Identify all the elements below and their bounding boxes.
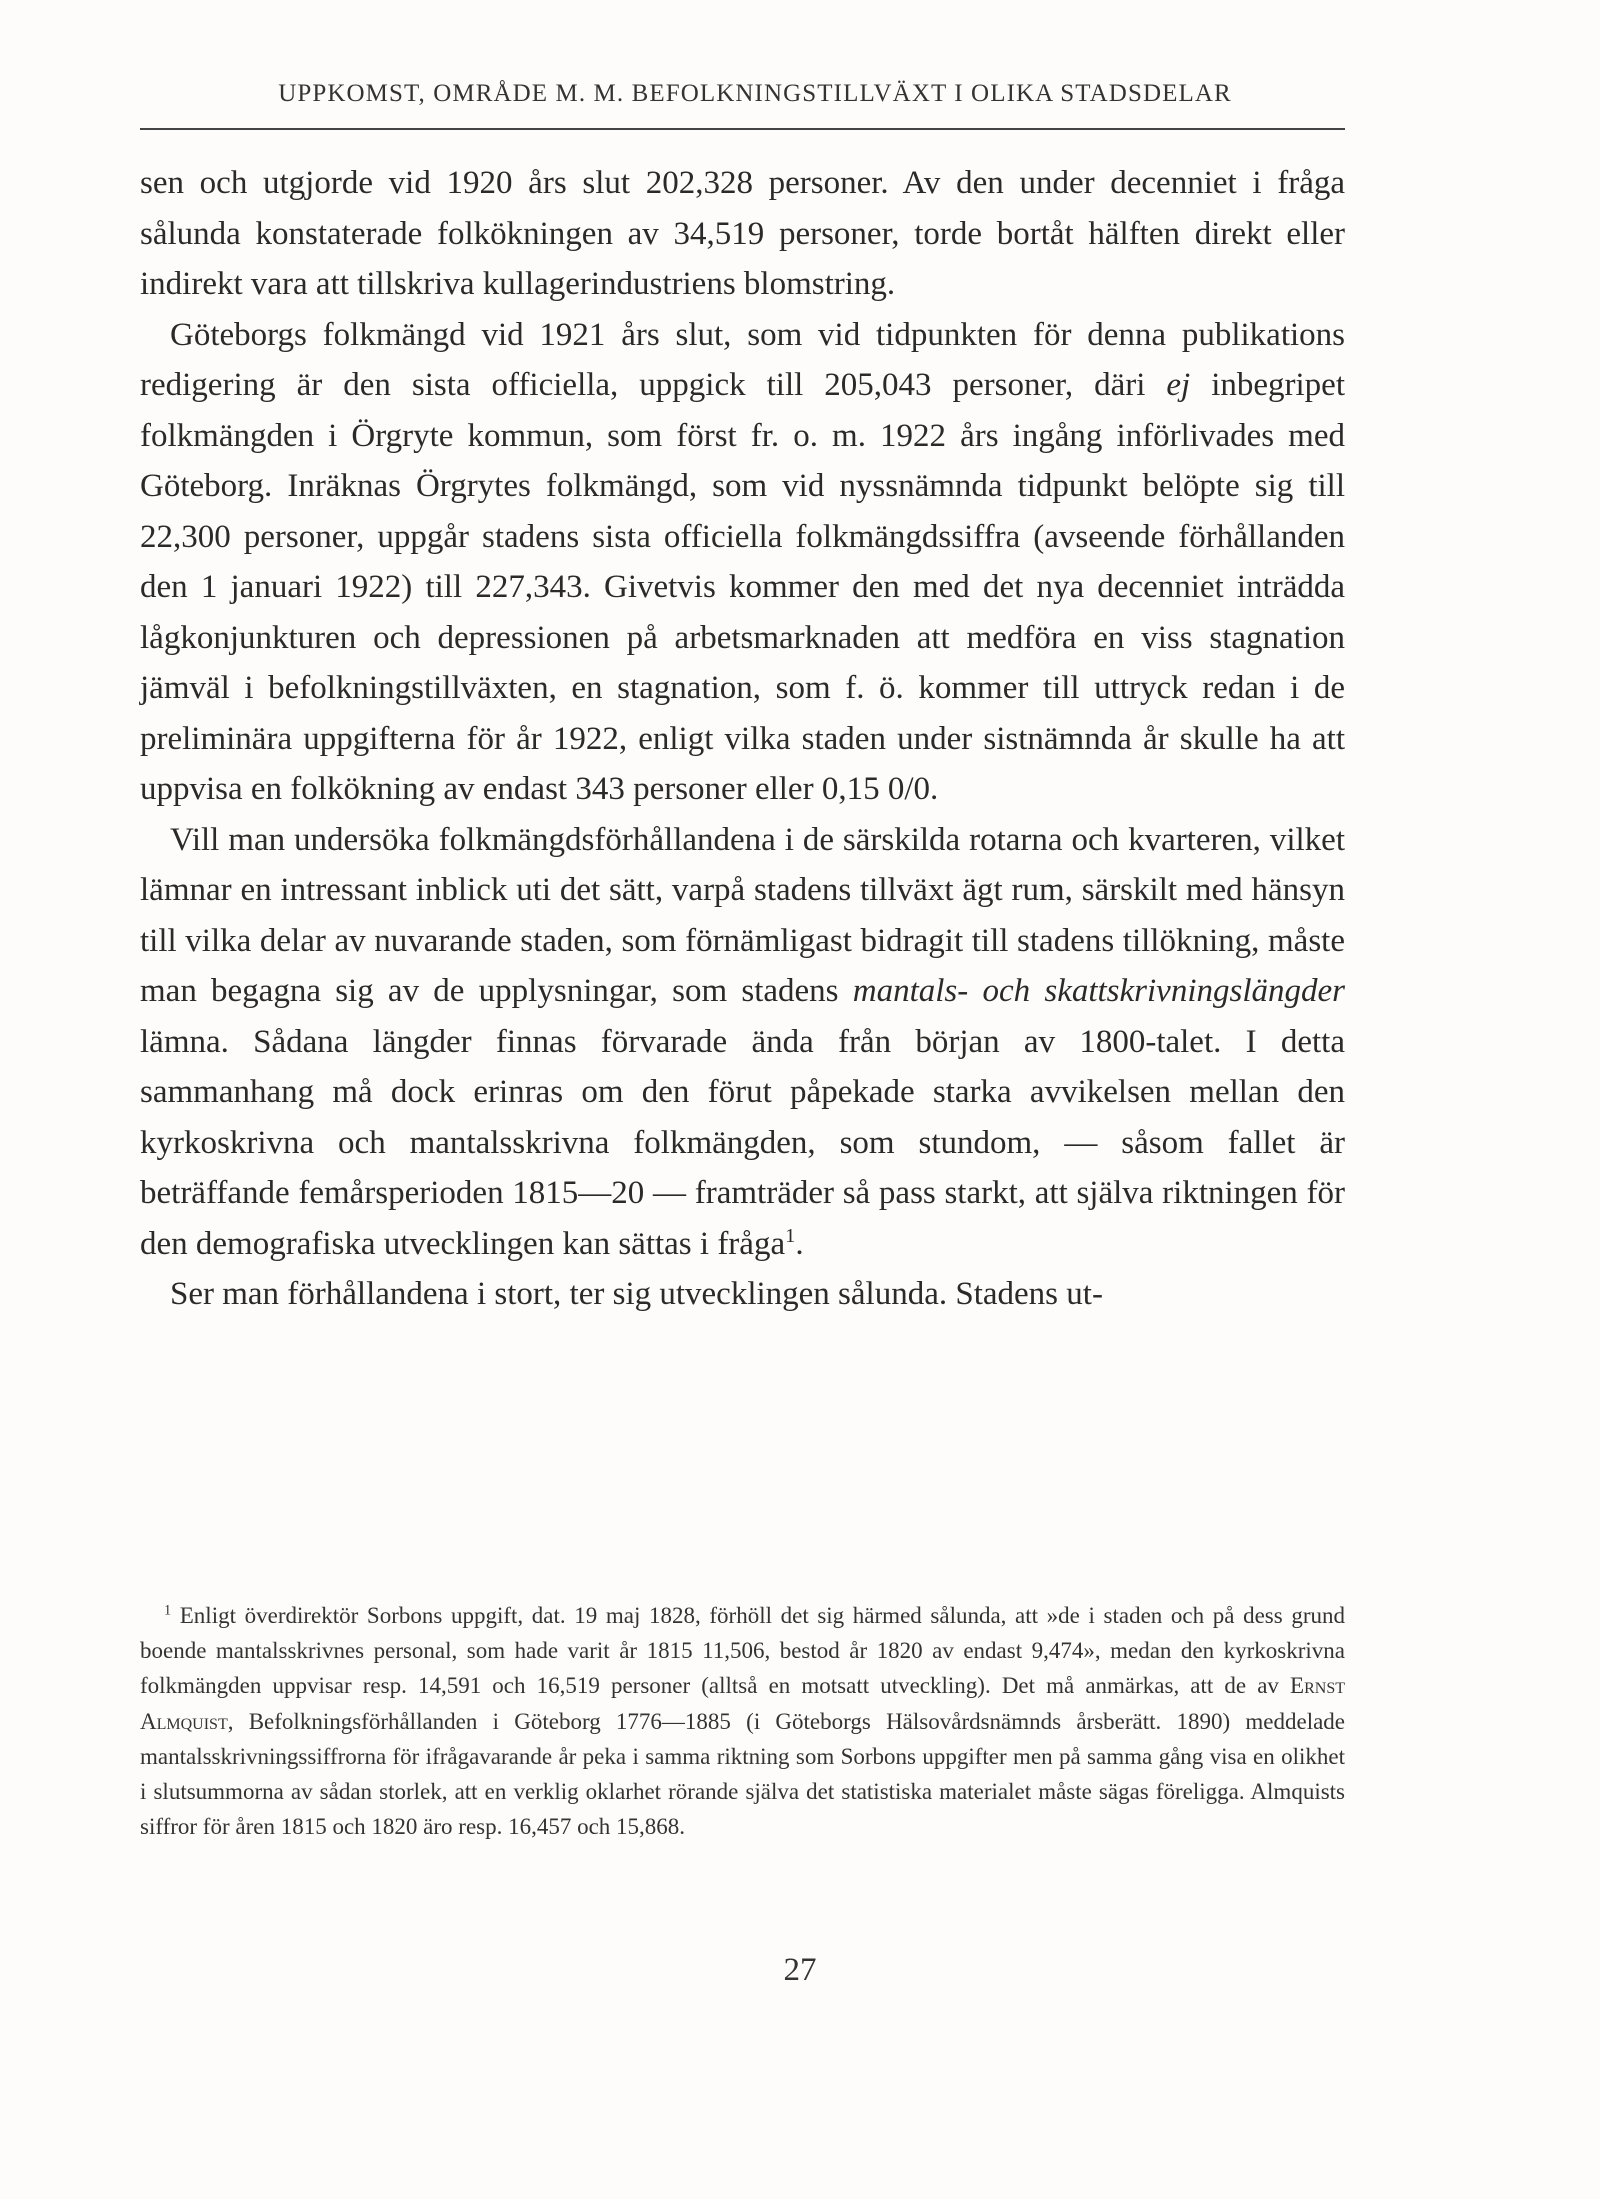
- footnote-1: [140, 1598, 1345, 1844]
- per-mille-sign: 0/0: [887, 771, 930, 807]
- paragraph-3-text-a: Vill man undersöka folkmängdsförhållandena i de särskilda rotarna och kvarteren, vilket lämnar en intressant inblick uti det sätt, varpå stadens tillväxt ägt rum, särskilt med hänsyn till vilka delar av nuvarande staden, som förnämligast bidragit till stadens tillökning, måste man begagna sig av de upplysningar, som stadens: [140, 821, 1345, 1009]
- paragraph-3-end: .: [795, 1225, 804, 1262]
- footnote-text-b: , Befolkningsförhållanden i Göteborg 1776—1885 (i Göteborgs Hälsovårdsnämnds årsberätt. 1890) meddelade mantalsskrivningssiffrorna för ifrågavarande år peka i samma riktning som Sorbons uppgifter men på samma gång visa en olikhet i slutsummorna av sådan storlek, att en verklig oklarhet rörande själva det statistiska materialet måste sägas föreligga. Almquists siffror för åren 1815 och 1820 äro resp. 16,457 och 15,868.: [140, 1708, 1345, 1840]
- body-text: [140, 158, 1345, 1320]
- page-number: 27: [783, 1952, 817, 1988]
- paragraph-1: sen och utgjorde vid 1920 års slut 202,328 personer. Av den under decenniet i fråga sålunda konstaterade folkökningen av 34,519 personer, torde bortåt hälften direkt eller indirekt vara att tillskriva kullagerindustriens blomstring.: [140, 165, 1345, 302]
- header-rule: [140, 128, 1345, 130]
- paragraph-2-text-b: inbegripet folkmängden i Örgryte kommun, som först fr. o. m. 1922 års ingång införlivades med Göteborg. Inräknas Örgrytes folkmängd, som vid nyssnämnda tidpunkt belöpte sig till 22,300 personer, uppgår stadens sista officiella folkmängdssiffra (avseende förhållanden den 1 januari 1922) till 227,343. Givetvis kommer den med det nya decenniet inträdda lågkonjunkturen och depressionen på arbetsmarknaden att medföra en viss stagnation jämväl i befolkningstillväxten, en stagnation, som f. ö. kommer till uttryck redan i de preliminära uppgifterna för år 1922, enligt vilka staden under sistnämnda år skulle ha att uppvisa en folkökning av endast 343 personer eller 0,15: [140, 367, 1345, 807]
- paragraph-3: [140, 815, 1345, 1270]
- footnotes: [140, 1598, 1345, 1844]
- paragraph-3-emphasis: mantals- och skattskrivningslängder: [852, 973, 1346, 1009]
- paragraph-2-text-a: Göteborgs folkmängd vid 1921 års slut, som vid tidpunkten för denna publikations redigering är den sista officiella, uppgick till 205,043 personer, däri: [140, 316, 1345, 403]
- footnote-reference: 1: [785, 1224, 796, 1247]
- paragraph-2: [140, 310, 1345, 815]
- paragraph-2-end: .: [930, 771, 939, 807]
- paragraph-3-text-b: lämna. Sådana längder finnas förvarade ända från början av 1800-talet. I detta sammanhang må dock erinras om den förut påpekade starka avvikelsen mellan den kyrkoskrivna och mantalsskrivna folkmängden, som stundom, — såsom fallet är beträffande femårsperioden 1815—20 — framträder så pass starkt, att själva riktningen för den demografiska utvecklingen kan sättas i fråga: [140, 1023, 1345, 1262]
- footnote-text-a: Enligt överdirektör Sorbons uppgift, dat. 19 maj 1828, förhöll det sig härmed sålunda, att »de i staden och på dess grund boende mantalsskrivnes personal, som hade varit år 1815 11,506, bestod år 1820 av endast 9,474», medan den kyrkoskrivna folkmängden uppvisar resp. 14,591 och 16,519 personer (alltså en motsatt utveckling). Det må anmärkas, att de av: [140, 1603, 1345, 1699]
- paragraph-4: Ser man förhållandena i stort, ter sig utvecklingen sålunda. Stadens ut-: [170, 1276, 1103, 1312]
- footnote-marker: 1: [164, 1602, 172, 1619]
- footnote-author: Ernst Almquist: [140, 1673, 1345, 1734]
- running-header: UPPKOMST, OMRÅDE M. M. BEFOLKNINGSTILLVÄXT I OLIKA STADSDELAR: [278, 80, 1232, 107]
- paragraph-2-emphasis: ej: [1166, 367, 1191, 403]
